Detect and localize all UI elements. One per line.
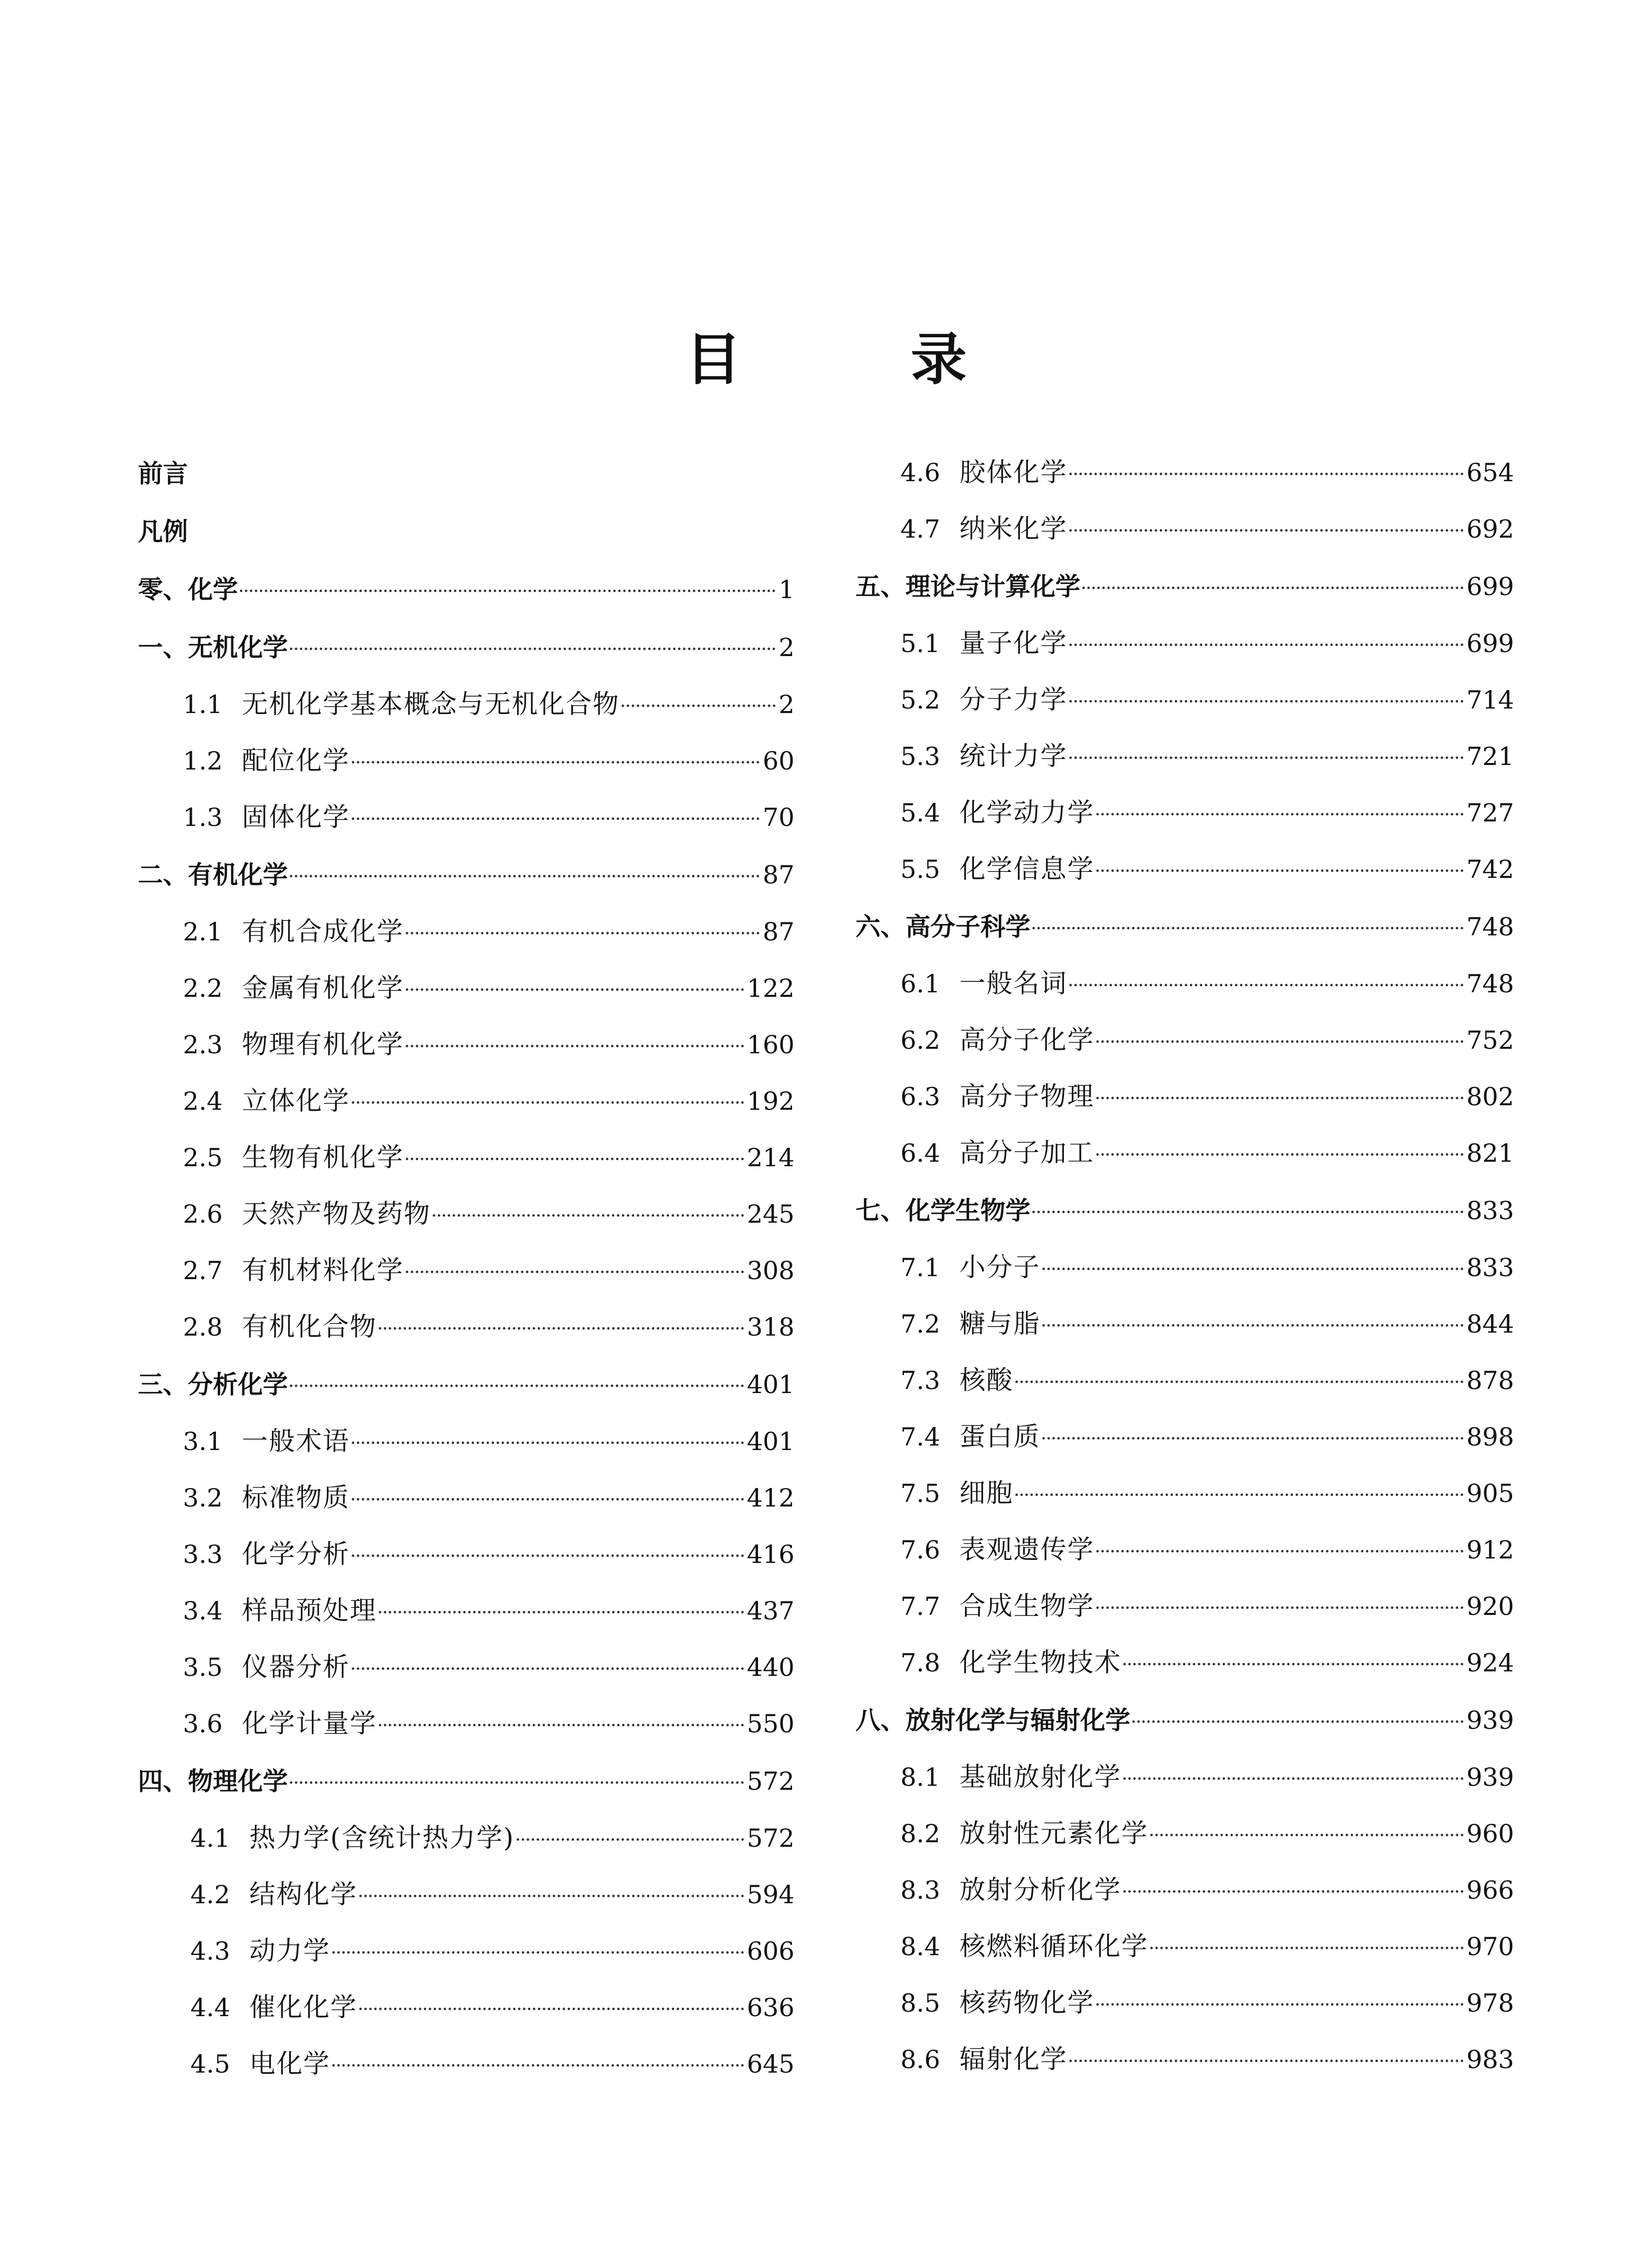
toc-left-column [138, 445, 795, 2093]
page-number: 833 [1466, 1253, 1514, 1282]
page-number: 714 [1466, 686, 1514, 715]
section-title: 配位化学 [242, 746, 350, 776]
page-number: 748 [1466, 912, 1514, 941]
page-number: 87 [763, 860, 795, 889]
chapter-title: 七、化学生物学 [855, 1196, 1030, 1225]
section-title: 基础放射化学 [959, 1762, 1122, 1792]
page-number: 966 [1466, 1876, 1514, 1905]
section-number: 6.2 [900, 1026, 940, 1055]
dot-leader [352, 1101, 744, 1104]
chapter-title: 二、有机化学 [138, 860, 288, 889]
section-title: 高分子物理 [959, 1082, 1095, 1112]
dot-leader [379, 1327, 744, 1330]
page-number: 308 [747, 1256, 795, 1285]
section-title: 表观遗传学 [959, 1535, 1095, 1565]
page-number: 70 [763, 803, 795, 832]
section-number: 5.2 [900, 686, 940, 715]
section-number: 1.1 [183, 690, 223, 719]
dot-leader [290, 875, 760, 877]
page-number: 978 [1466, 1989, 1514, 2018]
dot-leader [352, 1442, 744, 1444]
section-title: 纳米化学 [959, 514, 1068, 544]
section-title: 化学生物技术 [959, 1648, 1122, 1678]
dot-leader [1096, 813, 1464, 815]
page-number: 924 [1466, 1648, 1514, 1677]
section-title: 合成生物学 [959, 1591, 1095, 1621]
dot-leader [622, 705, 776, 707]
dot-leader [1150, 1834, 1464, 1836]
section-title: 有机合成化学 [242, 917, 404, 947]
section-number: 8.4 [900, 1932, 940, 1961]
dot-leader [433, 1214, 744, 1217]
page-number: 192 [747, 1087, 795, 1116]
chapter-title: 四、物理化学 [138, 1767, 288, 1796]
dot-leader [1150, 1947, 1464, 1949]
toc-chapter-row[interactable] [138, 445, 795, 503]
dot-leader [332, 2064, 744, 2067]
page-number: 898 [1466, 1423, 1514, 1452]
dot-leader [1096, 869, 1464, 872]
section-number: 2.4 [183, 1087, 223, 1116]
section-number: 3.1 [183, 1427, 223, 1456]
toc-section-row[interactable] [138, 733, 795, 789]
page-number: 939 [1466, 1706, 1514, 1735]
dot-leader [1069, 984, 1464, 986]
toc-section-row[interactable] [855, 1409, 1514, 1466]
toc-section-row[interactable] [138, 1073, 795, 1130]
toc-chapter-row[interactable] [138, 561, 795, 619]
section-number: 4.2 [190, 1880, 230, 1909]
toc-section-row[interactable] [138, 904, 795, 960]
section-title: 核燃料循环化学 [959, 1932, 1149, 1962]
toc-section-row[interactable] [855, 1578, 1514, 1635]
dot-leader [352, 817, 760, 820]
dot-leader [1042, 1324, 1464, 1327]
toc-section-row[interactable] [855, 501, 1514, 558]
page-number: 721 [1466, 742, 1514, 771]
section-title: 电化学 [249, 2049, 331, 2079]
dot-leader [1096, 1550, 1464, 1552]
page-number: 742 [1466, 855, 1514, 884]
dot-leader [1015, 1381, 1464, 1383]
toc-section-row[interactable] [855, 1296, 1514, 1353]
section-number: 8.2 [900, 1819, 940, 1848]
section-number: 8.5 [900, 1989, 940, 2018]
section-number: 5.4 [900, 798, 940, 827]
toc-section-row[interactable] [855, 616, 1514, 672]
page-number: 821 [1466, 1139, 1514, 1168]
toc-chapter-row[interactable] [855, 1691, 1514, 1749]
section-number: 2.1 [183, 917, 223, 946]
toc-section-row[interactable] [855, 445, 1514, 501]
toc-section-row[interactable] [855, 729, 1514, 785]
toc-section-row[interactable] [855, 1012, 1514, 1069]
dot-leader [1069, 756, 1464, 759]
section-title: 胶体化学 [959, 458, 1068, 488]
dot-leader [1032, 927, 1464, 929]
toc-section-row[interactable] [138, 1639, 795, 1696]
toc-section-row[interactable] [138, 1583, 795, 1639]
dot-leader [290, 1385, 744, 1387]
section-title: 放射性元素化学 [959, 1819, 1149, 1849]
toc-chapter-row[interactable] [138, 503, 795, 561]
chapter-title: 五、理论与计算化学 [855, 572, 1080, 601]
page-number: 572 [747, 1767, 795, 1796]
dot-leader [1096, 1040, 1464, 1043]
section-number: 7.1 [900, 1253, 940, 1282]
toc-section-row[interactable] [855, 672, 1514, 729]
page-number: 878 [1466, 1366, 1514, 1395]
toc-chapter-row[interactable] [138, 846, 795, 904]
section-title: 物理有机化学 [242, 1030, 404, 1060]
dot-leader [1096, 1153, 1464, 1156]
section-number: 3.3 [183, 1540, 223, 1569]
dot-leader [352, 761, 760, 763]
section-number: 5.1 [900, 629, 940, 658]
section-title: 有机化合物 [242, 1312, 377, 1342]
toc-section-row[interactable] [855, 2032, 1514, 2088]
section-title: 无机化学基本概念与无机化合物 [242, 690, 620, 720]
dot-leader [1015, 1494, 1464, 1496]
section-title: 固体化学 [242, 802, 350, 832]
section-title: 分子力学 [959, 685, 1068, 715]
chapter-title: 八、放射化学与辐射化学 [855, 1706, 1130, 1735]
page-number: 437 [747, 1596, 795, 1625]
dot-leader [1096, 2003, 1464, 2006]
dot-leader [1069, 2060, 1464, 2062]
page-number: 748 [1466, 969, 1514, 998]
chapter-title: 零、化学 [138, 575, 238, 604]
toc-section-row[interactable] [855, 1466, 1514, 1522]
toc-section-row[interactable] [138, 2036, 795, 2093]
section-title: 动力学 [249, 1936, 331, 1966]
section-title: 细胞 [959, 1479, 1014, 1508]
section-number: 6.4 [900, 1139, 940, 1168]
section-number: 3.4 [183, 1596, 223, 1625]
page-number: 654 [1466, 458, 1514, 487]
page-number: 440 [747, 1653, 795, 1682]
dot-leader [1082, 587, 1464, 589]
section-number: 4.3 [190, 1937, 230, 1966]
section-number: 7.5 [900, 1479, 940, 1508]
chapter-title: 前言 [138, 459, 188, 488]
page-number: 844 [1466, 1310, 1514, 1339]
page-number: 318 [747, 1313, 795, 1342]
section-title: 一般术语 [242, 1427, 350, 1457]
section-number: 6.3 [900, 1082, 940, 1111]
dot-leader [359, 2008, 744, 2010]
toc-section-row[interactable] [855, 1635, 1514, 1691]
section-number: 7.2 [900, 1310, 940, 1339]
toc-section-row[interactable] [855, 841, 1514, 898]
page-number: 983 [1466, 2045, 1514, 2074]
dot-leader [1123, 1890, 1464, 1893]
section-number: 5.3 [900, 742, 940, 771]
toc-section-row[interactable] [855, 1806, 1514, 1862]
section-number: 4.4 [190, 1993, 230, 2022]
dot-leader [406, 988, 744, 991]
toc-section-row[interactable] [138, 1980, 795, 2036]
section-number: 2.3 [183, 1030, 223, 1059]
section-number: 7.3 [900, 1366, 940, 1395]
section-number: 3.2 [183, 1484, 223, 1512]
section-title: 辐射化学 [959, 2045, 1068, 2075]
chapter-title: 一、无机化学 [138, 633, 288, 662]
page-number: 699 [1466, 629, 1514, 658]
page-number: 401 [747, 1370, 795, 1399]
page-number: 245 [747, 1200, 795, 1229]
page-number: 802 [1466, 1082, 1514, 1111]
section-title: 放射分析化学 [959, 1875, 1122, 1905]
section-title: 结构化学 [249, 1880, 358, 1910]
dot-leader [379, 1724, 744, 1726]
dot-leader [352, 1498, 744, 1500]
page-number: 412 [747, 1484, 795, 1512]
dot-leader [332, 1951, 744, 1954]
section-title: 金属有机化学 [242, 973, 404, 1003]
section-title: 催化化学 [249, 1993, 358, 2023]
toc-chapter-row[interactable] [138, 1752, 795, 1810]
section-number: 4.1 [190, 1824, 230, 1853]
chapter-title: 凡例 [138, 517, 188, 546]
dot-leader [1123, 1777, 1464, 1780]
toc-section-row[interactable] [138, 960, 795, 1017]
section-number: 1.2 [183, 747, 223, 775]
section-title: 立体化学 [242, 1086, 350, 1116]
page-number: 912 [1466, 1535, 1514, 1564]
section-number: 6.1 [900, 969, 940, 998]
toc-section-row[interactable] [855, 956, 1514, 1012]
section-number: 2.6 [183, 1200, 223, 1229]
toc-section-row[interactable] [138, 1299, 795, 1356]
toc-section-row[interactable] [138, 1696, 795, 1752]
toc-chapter-row[interactable] [138, 619, 795, 677]
dot-leader [1032, 1211, 1464, 1213]
page-number: 692 [1466, 515, 1514, 544]
section-title: 仪器分析 [242, 1652, 350, 1682]
toc-section-row[interactable] [138, 1186, 795, 1243]
section-title: 统计力学 [959, 742, 1068, 771]
dot-leader [1042, 1437, 1464, 1440]
toc-section-row[interactable] [855, 785, 1514, 841]
section-number: 4.6 [900, 458, 940, 487]
section-title: 小分子 [959, 1253, 1041, 1283]
dot-leader [379, 1611, 744, 1613]
dot-leader [1123, 1663, 1464, 1665]
toc-section-row[interactable] [138, 677, 795, 733]
page-number: 606 [747, 1937, 795, 1966]
page-number: 87 [763, 917, 795, 946]
page-number: 970 [1466, 1932, 1514, 1961]
toc-section-row[interactable] [138, 1243, 795, 1299]
page-number: 960 [1466, 1819, 1514, 1848]
section-title: 糖与脂 [959, 1309, 1041, 1339]
dot-leader [406, 1158, 744, 1160]
dot-leader [240, 590, 776, 592]
toc-chapter-row[interactable] [138, 1356, 795, 1414]
dot-leader [406, 1271, 744, 1273]
section-title: 量子化学 [959, 629, 1068, 659]
page-number: 752 [1466, 1026, 1514, 1055]
dot-leader [1096, 1097, 1464, 1099]
dot-leader [517, 1838, 744, 1841]
page-number: 920 [1466, 1592, 1514, 1621]
toc-section-row[interactable] [138, 1130, 795, 1186]
section-number: 7.8 [900, 1648, 940, 1677]
section-number: 3.5 [183, 1653, 223, 1682]
section-number: 7.6 [900, 1535, 940, 1564]
page-number: 1 [779, 575, 795, 604]
section-number: 1.3 [183, 803, 223, 832]
dot-leader [406, 932, 760, 934]
dot-leader [1069, 529, 1464, 532]
chapter-title: 三、分析化学 [138, 1370, 288, 1399]
page-number: 636 [747, 1993, 795, 2022]
toc-right-column [855, 445, 1514, 2088]
dot-leader [406, 1045, 744, 1047]
toc-section-row[interactable] [855, 1069, 1514, 1125]
page-number: 122 [747, 974, 795, 1003]
dot-leader [359, 1895, 744, 1897]
section-title: 热力学(含统计热力学) [249, 1823, 515, 1853]
page-number: 833 [1466, 1196, 1514, 1225]
section-number: 4.7 [900, 515, 940, 544]
section-title: 高分子化学 [959, 1025, 1095, 1055]
toc-section-row[interactable] [855, 1522, 1514, 1578]
toc-chapter-row[interactable] [855, 898, 1514, 956]
page-number: 699 [1466, 572, 1514, 601]
page-number: 572 [747, 1824, 795, 1853]
page-number: 214 [747, 1143, 795, 1172]
section-title: 一般名词 [959, 969, 1068, 999]
page-number: 60 [763, 747, 795, 775]
page-title: 目 录 [685, 327, 1042, 392]
dot-leader [1069, 473, 1464, 475]
toc-section-row[interactable] [138, 1810, 795, 1867]
section-number: 2.5 [183, 1143, 223, 1172]
section-number: 8.6 [900, 2045, 940, 2074]
section-title: 天然产物及药物 [242, 1199, 431, 1229]
toc-section-row[interactable] [855, 1975, 1514, 2032]
toc-section-row[interactable] [855, 1240, 1514, 1296]
section-number: 5.5 [900, 855, 940, 884]
section-title: 化学分析 [242, 1539, 350, 1569]
section-number: 4.5 [190, 2050, 230, 2079]
toc-section-row[interactable] [138, 1017, 795, 1073]
section-title: 样品预处理 [242, 1596, 377, 1626]
page-number: 594 [747, 1880, 795, 1909]
section-title: 生物有机化学 [242, 1143, 404, 1173]
page-number: 401 [747, 1427, 795, 1456]
dot-leader [1096, 1606, 1464, 1609]
chapter-title: 六、高分子科学 [855, 912, 1030, 941]
toc-section-row[interactable] [855, 1749, 1514, 1806]
section-number: 8.3 [900, 1876, 940, 1905]
page-number: 645 [747, 2050, 795, 2079]
dot-leader [1042, 1268, 1464, 1270]
section-title: 有机材料化学 [242, 1256, 404, 1286]
dot-leader [1132, 1720, 1464, 1723]
toc-section-row[interactable] [855, 1919, 1514, 1975]
dot-leader [352, 1667, 744, 1670]
section-title: 化学动力学 [959, 798, 1095, 828]
section-number: 2.7 [183, 1256, 223, 1285]
page-number: 2 [779, 633, 795, 662]
toc-section-row[interactable] [138, 789, 795, 846]
dot-leader [290, 648, 776, 650]
section-title: 化学信息学 [959, 854, 1095, 884]
page-number: 416 [747, 1540, 795, 1569]
section-title: 化学计量学 [242, 1709, 377, 1739]
toc-section-row[interactable] [138, 1526, 795, 1583]
page-number: 905 [1466, 1479, 1514, 1508]
dot-leader [290, 1781, 744, 1784]
section-title: 标准物质 [242, 1483, 350, 1513]
dot-leader [352, 1554, 744, 1557]
section-number: 2.8 [183, 1313, 223, 1342]
page-number: 550 [747, 1709, 795, 1738]
dot-leader [1069, 700, 1464, 703]
page-number: 727 [1466, 798, 1514, 827]
toc-section-row[interactable] [855, 1862, 1514, 1919]
section-title: 核药物化学 [959, 1988, 1095, 2018]
toc-section-row[interactable] [138, 1414, 795, 1470]
page-number: 160 [747, 1030, 795, 1059]
section-number: 2.2 [183, 974, 223, 1003]
dot-leader [1069, 644, 1464, 646]
section-title: 高分子加工 [959, 1138, 1095, 1168]
toc-section-row[interactable] [138, 1923, 795, 1980]
section-title: 核酸 [959, 1366, 1014, 1396]
toc-section-row[interactable] [855, 1125, 1514, 1182]
toc-chapter-row[interactable] [855, 1182, 1514, 1240]
page-number: 939 [1466, 1763, 1514, 1792]
section-number: 7.4 [900, 1423, 940, 1452]
toc-section-row[interactable] [138, 1470, 795, 1526]
toc-chapter-row[interactable] [855, 558, 1514, 616]
toc-section-row[interactable] [138, 1867, 795, 1923]
section-number: 7.7 [900, 1592, 940, 1621]
section-title: 蛋白质 [959, 1422, 1041, 1452]
page-number: 2 [779, 690, 795, 719]
section-number: 3.6 [183, 1709, 223, 1738]
section-number: 8.1 [900, 1763, 940, 1792]
toc-section-row[interactable] [855, 1353, 1514, 1409]
